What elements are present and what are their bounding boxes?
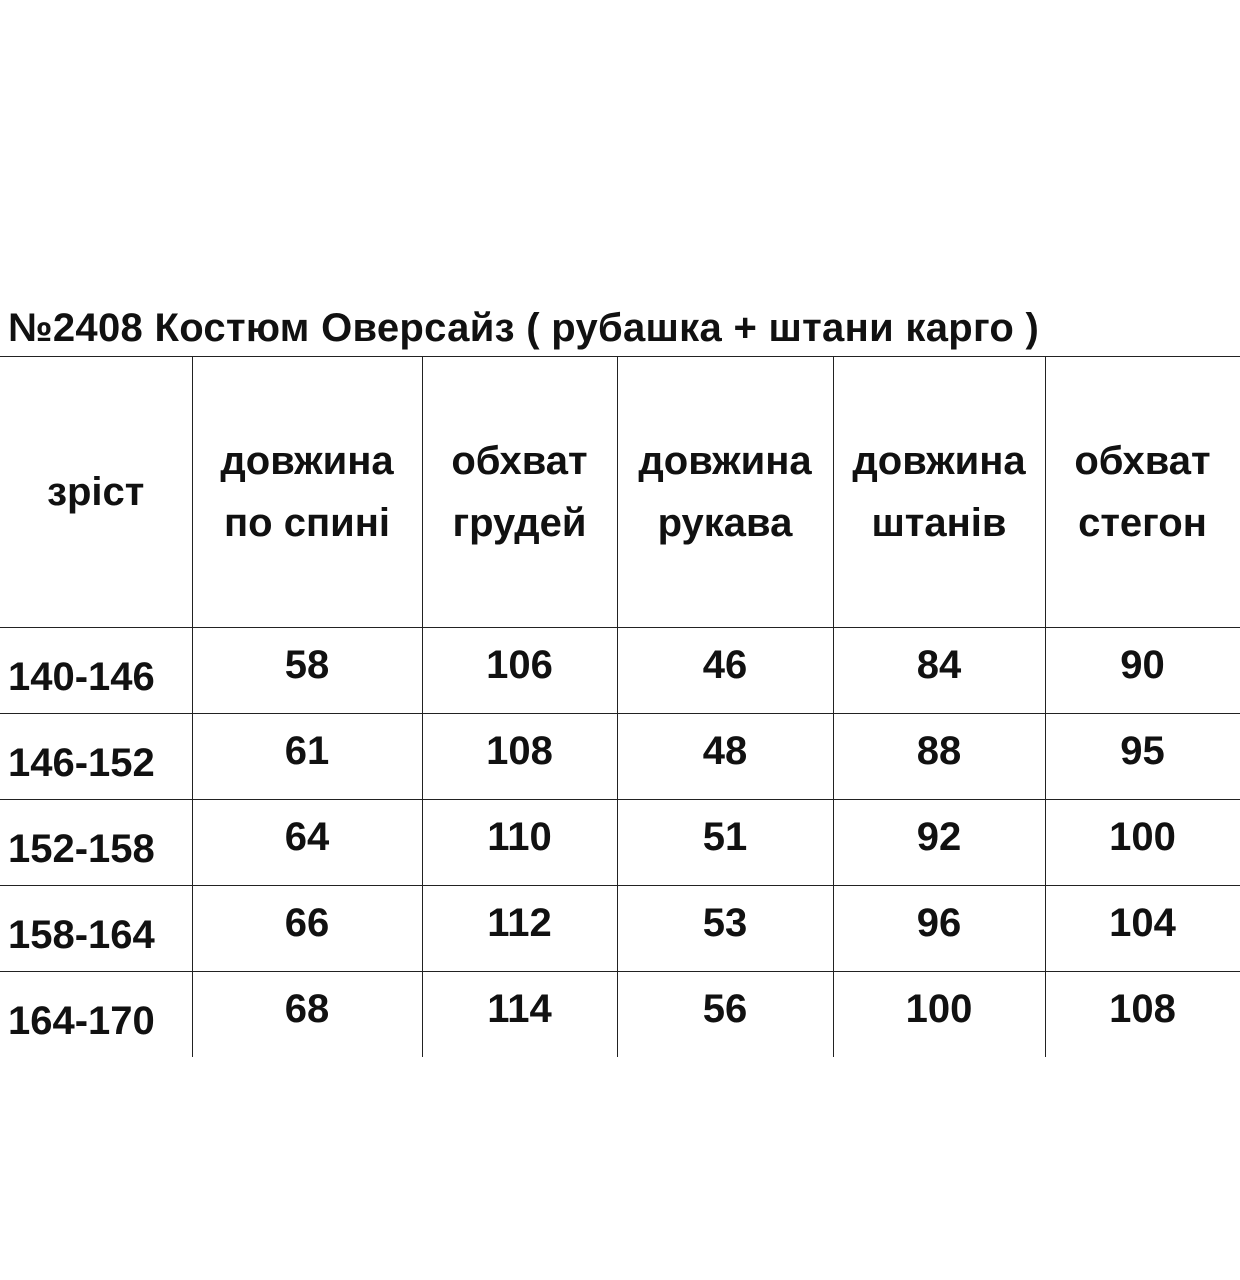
cell-back-length: 58 <box>192 628 422 714</box>
header-chest-line2: грудей <box>452 501 587 545</box>
cell-pants-length: 96 <box>833 886 1045 972</box>
table-header-row <box>0 357 1240 628</box>
header-height <box>0 357 192 628</box>
header-sleeve-length-line1: довжина <box>638 439 812 483</box>
header-pants-length-line2: штанів <box>871 501 1007 545</box>
cell-back-length: 68 <box>192 972 422 1058</box>
cell-chest: 110 <box>422 800 617 886</box>
page-title: №2408 Костюм Оверсайз ( рубашка + штани карго ) <box>8 306 1040 350</box>
cell-pants-length: 92 <box>833 800 1045 886</box>
header-chest-line1: обхват <box>451 439 588 483</box>
cell-pants-length: 100 <box>833 972 1045 1058</box>
header-chest <box>422 357 617 628</box>
cell-back-length: 66 <box>192 886 422 972</box>
cell-sleeve-length: 51 <box>617 800 833 886</box>
header-pants-length <box>833 357 1045 628</box>
header-pants-length-line1: довжина <box>852 439 1026 483</box>
header-sleeve-length-line2: рукава <box>657 501 793 545</box>
size-chart-table <box>0 356 1240 1057</box>
cell-chest: 108 <box>422 714 617 800</box>
header-back-length-line1: довжина <box>220 439 394 483</box>
cell-pants-length: 88 <box>833 714 1045 800</box>
cell-back-length: 61 <box>192 714 422 800</box>
cell-pants-length: 84 <box>833 628 1045 714</box>
cell-chest: 112 <box>422 886 617 972</box>
header-hips-line2: стегон <box>1078 501 1207 545</box>
cell-height: 146-152 <box>0 714 192 800</box>
table-row <box>0 714 1240 800</box>
header-back-length <box>192 357 422 628</box>
cell-hips: 108 <box>1045 972 1240 1058</box>
header-back-length-line2: по спині <box>224 501 390 545</box>
cell-chest: 106 <box>422 628 617 714</box>
table-row <box>0 800 1240 886</box>
header-hips-line1: обхват <box>1074 439 1211 483</box>
cell-hips: 95 <box>1045 714 1240 800</box>
header-height-label: зріст <box>47 470 145 514</box>
cell-chest: 114 <box>422 972 617 1058</box>
cell-hips: 100 <box>1045 800 1240 886</box>
table-row <box>0 886 1240 972</box>
cell-sleeve-length: 53 <box>617 886 833 972</box>
cell-height: 158-164 <box>0 886 192 972</box>
table-row <box>0 628 1240 714</box>
header-sleeve-length <box>617 357 833 628</box>
table-row <box>0 972 1240 1058</box>
header-hips <box>1045 357 1240 628</box>
cell-hips: 90 <box>1045 628 1240 714</box>
cell-sleeve-length: 46 <box>617 628 833 714</box>
cell-back-length: 64 <box>192 800 422 886</box>
cell-height: 152-158 <box>0 800 192 886</box>
cell-hips: 104 <box>1045 886 1240 972</box>
cell-sleeve-length: 48 <box>617 714 833 800</box>
cell-sleeve-length: 56 <box>617 972 833 1058</box>
cell-height: 164-170 <box>0 972 192 1058</box>
cell-height: 140-146 <box>0 628 192 714</box>
